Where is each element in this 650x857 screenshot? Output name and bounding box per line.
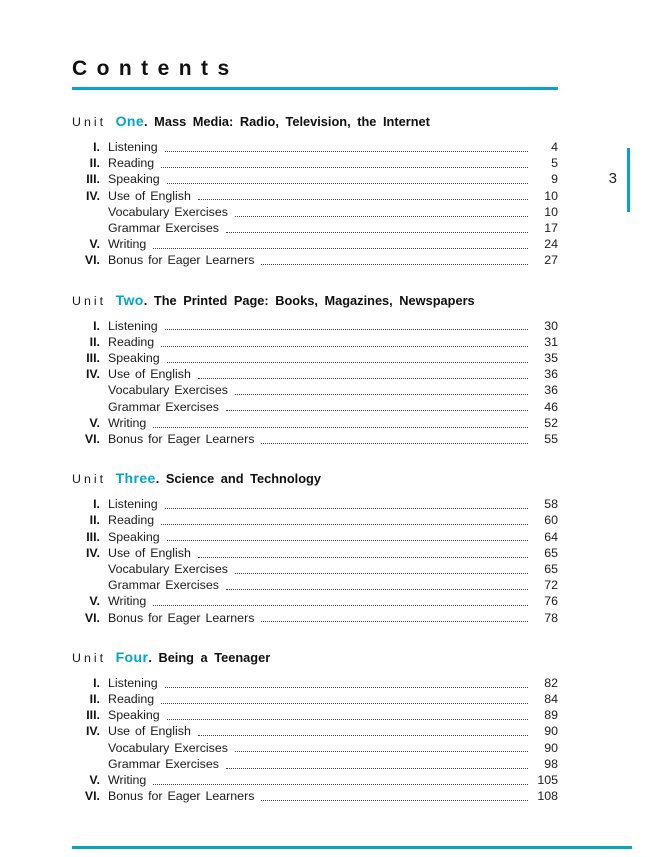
- entry-label: Reading: [108, 334, 155, 349]
- entry-page: 64: [544, 529, 558, 544]
- entry-label: Writing: [108, 594, 147, 609]
- dot-leader: [161, 691, 528, 704]
- toc-entry: [72, 610, 558, 626]
- dot-leader: [235, 740, 528, 753]
- entry-numeral: IV.: [85, 545, 100, 560]
- entry-page: 36: [544, 383, 558, 398]
- dot-leader: [161, 512, 528, 525]
- dot-leader: [161, 155, 528, 168]
- entry-label: Use of English: [108, 367, 191, 382]
- entry-numeral: [72, 577, 100, 593]
- entry-numeral: IV.: [85, 188, 100, 203]
- dot-leader: [153, 772, 528, 785]
- unit-dot: .: [155, 471, 160, 487]
- toc-entry: [72, 171, 558, 187]
- dot-leader: [198, 545, 528, 558]
- unit-number: One: [115, 113, 145, 129]
- toc-entry: [72, 236, 558, 252]
- unit-word: Unit: [72, 293, 107, 308]
- title-rule: [72, 87, 558, 90]
- toc-subentry: [72, 561, 558, 577]
- entry-numeral: II.: [89, 334, 100, 349]
- unit-dot: .: [143, 292, 148, 308]
- dot-leader: [167, 707, 528, 720]
- toc-entry: [72, 334, 558, 350]
- dot-leader: [165, 675, 528, 688]
- entry-label: Bonus for Eager Learners: [108, 432, 255, 447]
- page-content: [72, 56, 558, 805]
- unit-one-section: [72, 112, 558, 269]
- dot-leader: [153, 415, 528, 428]
- toc-entry: [72, 318, 558, 334]
- entry-numeral: IV.: [85, 367, 100, 382]
- entry-label: Listening: [108, 675, 158, 690]
- unit-entries: [72, 496, 558, 626]
- entry-page: 24: [544, 237, 558, 252]
- unit-three-section: [72, 469, 558, 626]
- entry-numeral: II.: [89, 513, 100, 528]
- entry-numeral: I.: [93, 318, 100, 333]
- toc-entry: [72, 366, 558, 382]
- dot-leader: [226, 577, 528, 590]
- entry-label: Speaking: [108, 172, 160, 187]
- entry-label: Listening: [108, 318, 158, 333]
- entry-page: 52: [544, 415, 558, 430]
- page-number: 3: [608, 170, 617, 187]
- toc-entry: [72, 431, 558, 447]
- entry-numeral: II.: [89, 692, 100, 707]
- entry-page: 90: [544, 724, 558, 739]
- entry-page: 89: [544, 708, 558, 723]
- entry-page: 31: [544, 334, 558, 349]
- toc-entry: [72, 529, 558, 545]
- entry-label: Vocabulary Exercises: [108, 383, 228, 398]
- toc-subentry: [72, 740, 558, 756]
- entry-numeral: [72, 756, 100, 772]
- toc-entry: [72, 675, 558, 691]
- toc-entry: [72, 707, 558, 723]
- entry-label: Listening: [108, 497, 158, 512]
- entry-page: 84: [544, 692, 558, 707]
- entry-numeral: V.: [89, 237, 100, 252]
- unit-title: Being a Teenager: [158, 649, 271, 665]
- toc-subentry: [72, 756, 558, 772]
- entry-label: Grammar Exercises: [108, 756, 219, 771]
- entry-numeral: [72, 561, 100, 577]
- entry-numeral: VI.: [84, 253, 100, 268]
- dot-leader: [261, 252, 528, 265]
- dot-leader: [153, 593, 528, 606]
- entry-numeral: V.: [89, 594, 100, 609]
- dot-leader: [261, 788, 528, 801]
- entry-numeral: I.: [93, 675, 100, 690]
- entry-numeral: I.: [93, 497, 100, 512]
- entry-label: Writing: [108, 773, 147, 788]
- toc-entry: [72, 350, 558, 366]
- entry-numeral: II.: [89, 156, 100, 171]
- entry-label: Reading: [108, 692, 155, 707]
- entry-label: Grammar Exercises: [108, 221, 219, 236]
- unit-four-section: [72, 648, 558, 805]
- entry-label: Writing: [108, 237, 147, 252]
- entry-page: 98: [544, 756, 558, 771]
- entry-page: 46: [544, 399, 558, 414]
- dot-leader: [226, 399, 528, 412]
- entry-label: Bonus for Eager Learners: [108, 789, 255, 804]
- dot-leader: [165, 139, 528, 152]
- entry-page: 5: [551, 156, 558, 171]
- unit-dot: .: [148, 649, 152, 665]
- entry-label: Vocabulary Exercises: [108, 562, 228, 577]
- entry-label: Grammar Exercises: [108, 399, 219, 414]
- toc-entry: [72, 772, 558, 788]
- entry-label: Vocabulary Exercises: [108, 740, 228, 755]
- dot-leader: [167, 529, 528, 542]
- entry-label: Reading: [108, 513, 155, 528]
- entry-label: Use of English: [108, 545, 191, 560]
- unit-entries: [72, 318, 558, 448]
- unit-two-section: [72, 291, 558, 448]
- toc-entry: [72, 188, 558, 204]
- toc-entry: [72, 496, 558, 512]
- toc-entry: [72, 691, 558, 707]
- unit-header: [72, 291, 558, 310]
- toc-subentry: [72, 577, 558, 593]
- dot-leader: [165, 496, 528, 509]
- toc-entry: [72, 788, 558, 804]
- entry-page: 27: [544, 253, 558, 268]
- entry-page: 65: [544, 562, 558, 577]
- side-rule: [627, 148, 630, 212]
- dot-leader: [235, 382, 528, 395]
- entry-numeral: V.: [89, 773, 100, 788]
- unit-number: Four: [115, 648, 149, 665]
- entry-page: 35: [544, 351, 558, 366]
- entry-numeral: III.: [86, 172, 100, 187]
- entry-label: Writing: [108, 415, 147, 430]
- toc-entry: [72, 723, 558, 739]
- entry-label: Speaking: [108, 351, 160, 366]
- entry-label: Use of English: [108, 724, 191, 739]
- entry-page: 17: [544, 221, 558, 236]
- dot-leader: [235, 561, 528, 574]
- entry-page: 90: [544, 740, 558, 755]
- toc-subentry: [72, 399, 558, 415]
- entry-label: Bonus for Eager Learners: [108, 610, 255, 625]
- dot-leader: [261, 431, 528, 444]
- toc-entry: [72, 415, 558, 431]
- entry-label: Speaking: [108, 529, 160, 544]
- dot-leader: [167, 171, 528, 184]
- dot-leader: [198, 366, 528, 379]
- unit-header: [72, 112, 558, 131]
- toc-subentry: [72, 220, 558, 236]
- dot-leader: [153, 236, 528, 249]
- entry-label: Reading: [108, 156, 155, 171]
- entry-numeral: [72, 740, 100, 756]
- unit-entries: [72, 139, 558, 269]
- entry-page: 4: [551, 140, 558, 154]
- entry-page: 30: [544, 318, 558, 333]
- toc-entry: [72, 512, 558, 528]
- dot-leader: [165, 318, 528, 331]
- entry-page: 78: [544, 610, 558, 625]
- dot-leader: [198, 723, 528, 736]
- unit-title: Science and Technology: [165, 471, 321, 487]
- entry-numeral: III.: [86, 529, 100, 544]
- entry-numeral: [72, 220, 100, 236]
- entry-page: 76: [544, 594, 558, 609]
- unit-dot: .: [144, 114, 148, 129]
- entry-page: 72: [544, 578, 558, 593]
- entry-numeral: III.: [86, 708, 100, 723]
- unit-title: The Printed Page: Books, Magazines, Newspapers: [153, 292, 475, 308]
- toc-entry: [72, 139, 558, 155]
- entry-numeral: IV.: [85, 724, 100, 739]
- bottom-rule: [72, 846, 632, 849]
- toc-subentry: [72, 382, 558, 398]
- entry-page: 58: [544, 497, 558, 512]
- unit-number: Two: [115, 291, 144, 308]
- dot-leader: [161, 334, 528, 347]
- entry-page: 82: [544, 675, 558, 690]
- entry-numeral: [72, 382, 100, 398]
- toc-entry: [72, 545, 558, 561]
- contents-title: Contents: [72, 57, 239, 80]
- entry-numeral: [72, 204, 100, 220]
- unit-header: [72, 469, 558, 488]
- entry-label: Bonus for Eager Learners: [108, 253, 255, 268]
- entry-label: Speaking: [108, 708, 160, 723]
- entry-numeral: [72, 399, 100, 415]
- entry-page: 10: [544, 204, 558, 219]
- entry-label: Vocabulary Exercises: [108, 204, 228, 219]
- entry-page: 36: [544, 367, 558, 382]
- dot-leader: [226, 756, 528, 769]
- entry-page: 108: [537, 789, 558, 804]
- entry-numeral: VI.: [84, 789, 100, 804]
- entry-label: Grammar Exercises: [108, 578, 219, 593]
- entry-page: 60: [544, 513, 558, 528]
- unit-header: [72, 648, 558, 667]
- entry-numeral: III.: [86, 351, 100, 366]
- entry-numeral: I.: [93, 140, 100, 154]
- entry-page: 9: [551, 172, 558, 187]
- toc-entry: [72, 155, 558, 171]
- unit-entries: [72, 675, 558, 805]
- toc-entry: [72, 593, 558, 609]
- entry-label: Listening: [108, 140, 158, 154]
- toc-subentry: [72, 204, 558, 220]
- dot-leader: [261, 610, 528, 623]
- entry-page: 55: [544, 432, 558, 447]
- entry-page: 10: [544, 188, 558, 203]
- unit-number: Three: [115, 470, 156, 487]
- entry-page: 65: [544, 545, 558, 560]
- dot-leader: [198, 188, 528, 201]
- unit-word: Unit: [72, 472, 107, 487]
- dot-leader: [226, 220, 528, 233]
- unit-word: Unit: [72, 115, 107, 129]
- entry-label: Use of English: [108, 188, 191, 203]
- unit-title: Mass Media: Radio, Television, the Internet: [154, 114, 430, 129]
- entry-page: 105: [537, 773, 558, 788]
- entry-numeral: VI.: [84, 610, 100, 625]
- dot-leader: [167, 350, 528, 363]
- toc-entry: [72, 252, 558, 268]
- entry-numeral: V.: [89, 415, 100, 430]
- entry-numeral: VI.: [84, 432, 100, 447]
- unit-word: Unit: [72, 650, 107, 665]
- dot-leader: [235, 204, 528, 217]
